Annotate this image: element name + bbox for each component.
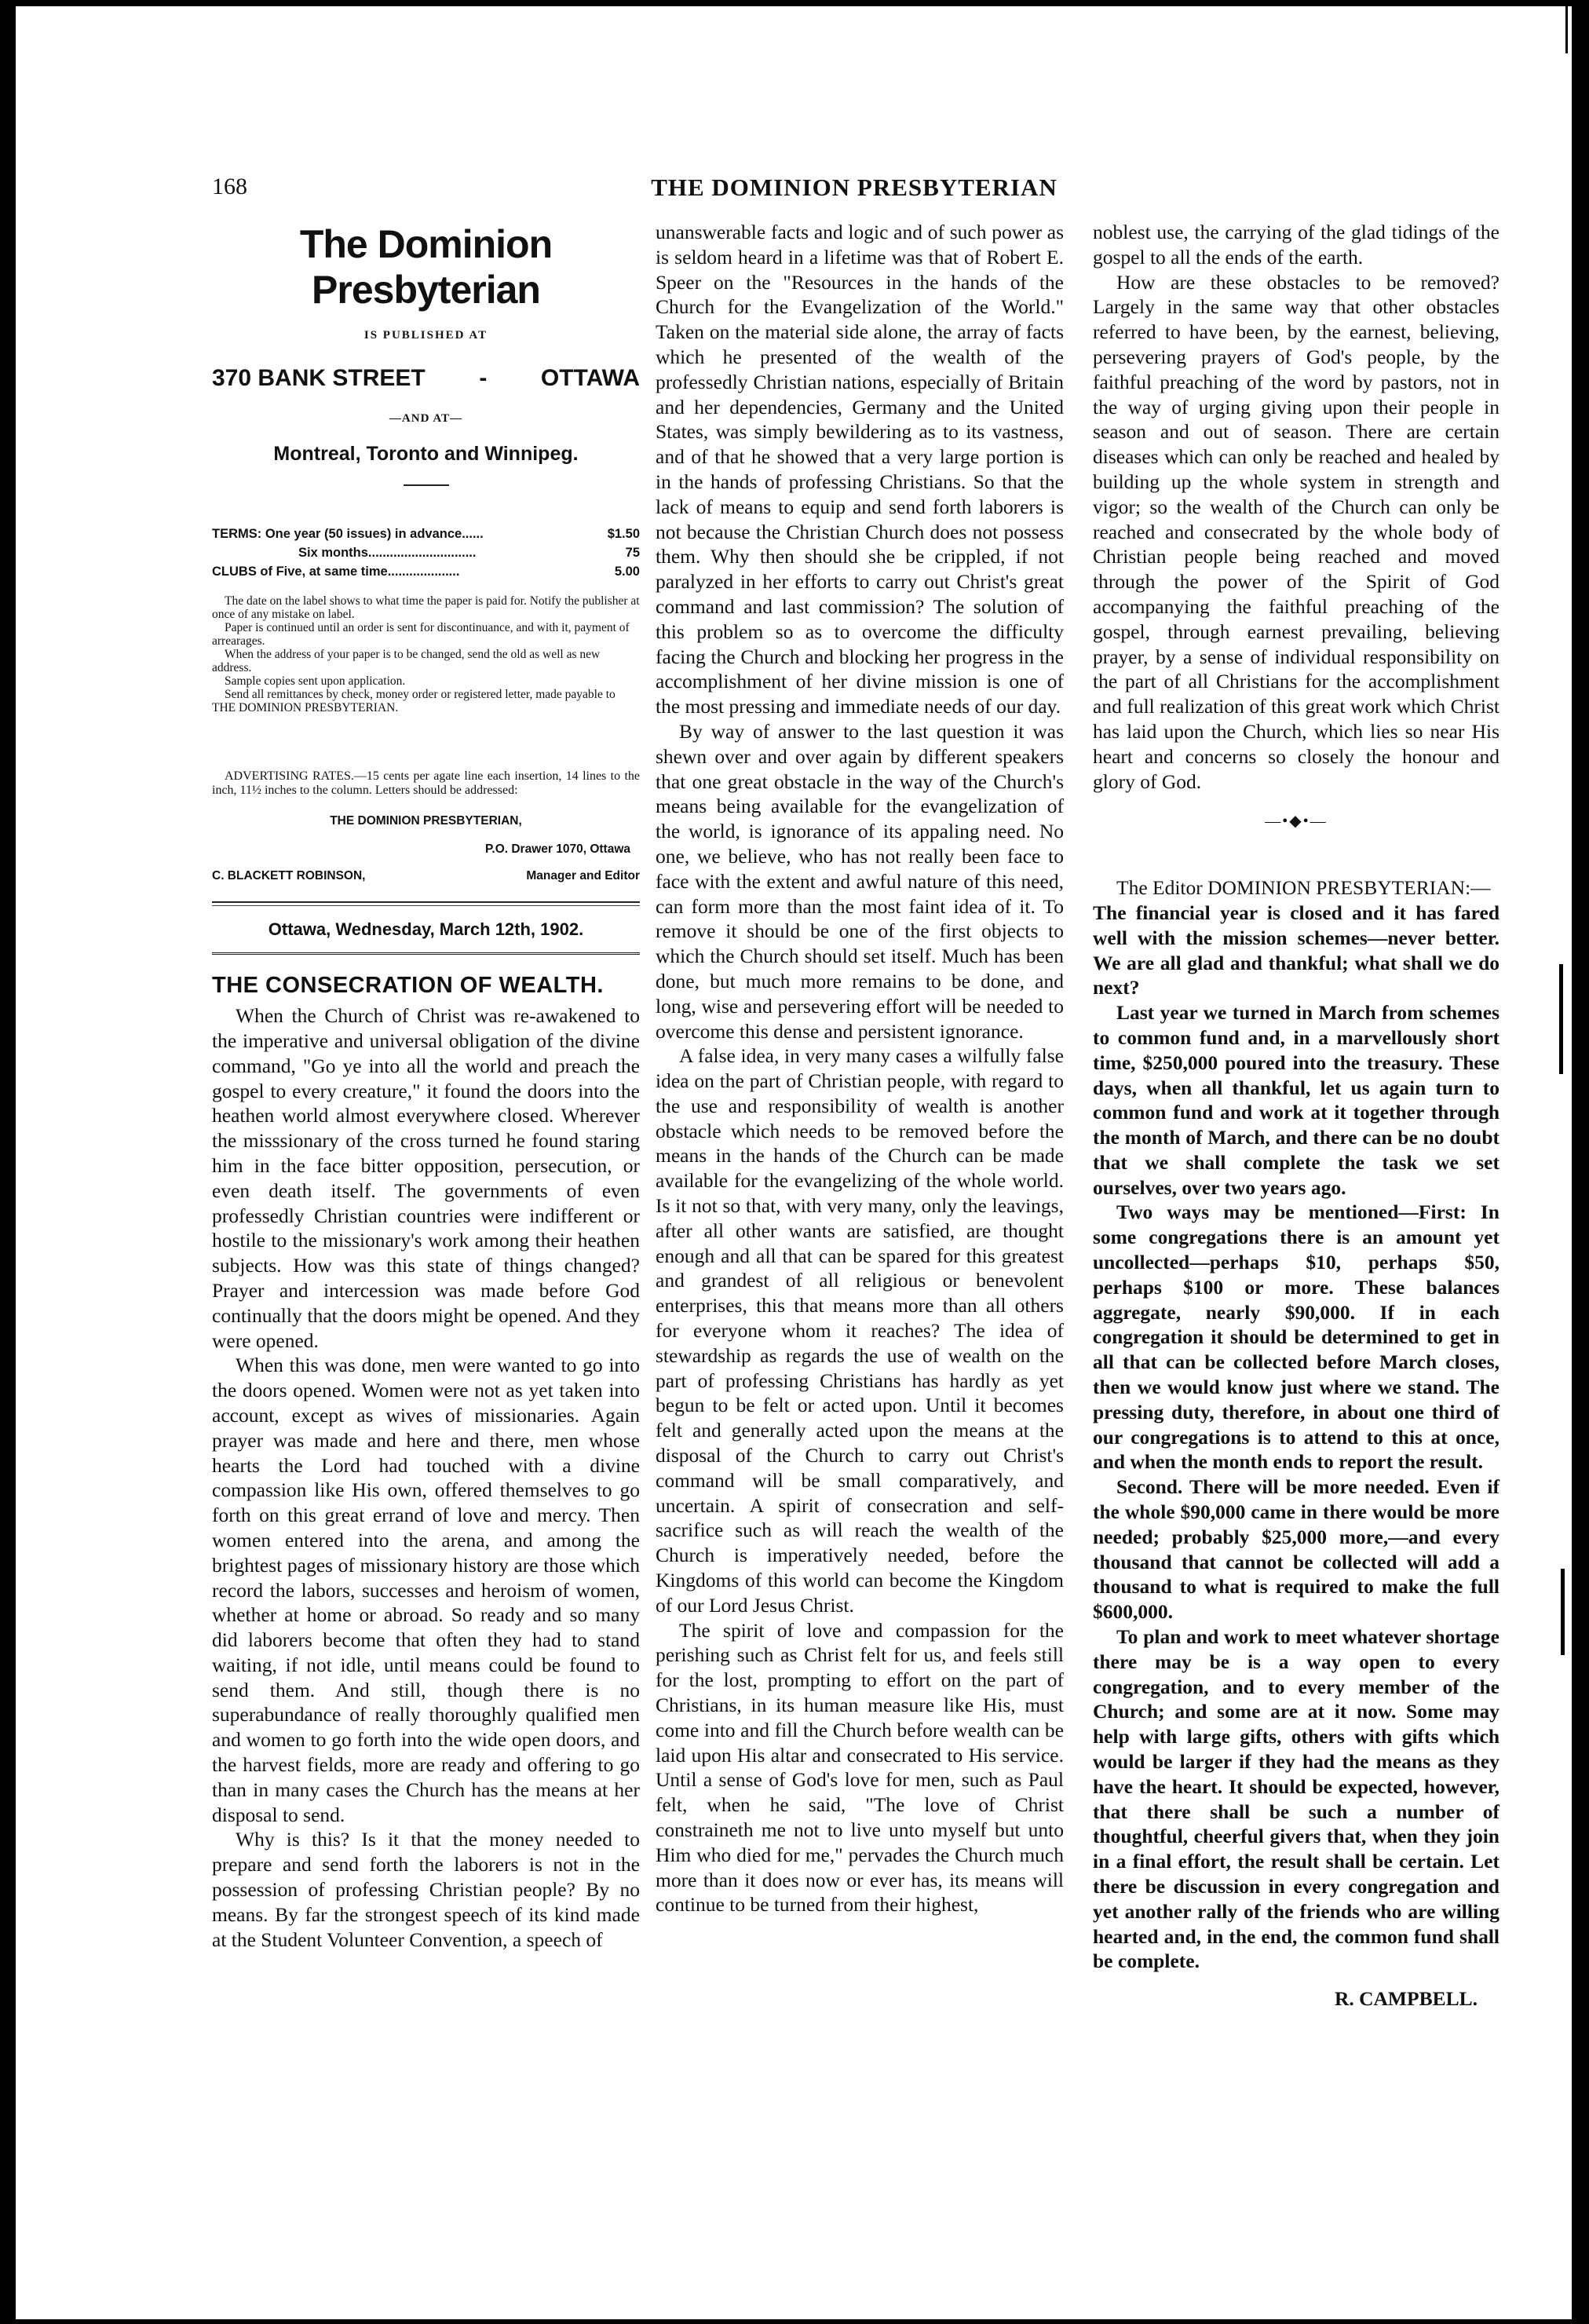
article-paragraph: How are these obstacles to be removed? Largely in the same way that other obstacles referred to have been, by the earnest, believing, persevering prayers of God's people, by the faithful preaching of the word by pastors, not in the way of urging giving upon their people in season and out of season. There are certain diseases which can only be reached and healed by building up the whole system in strength and vigor; so the wealth of the Church can only be reached and consecrated by the whole body of Christian people being reached and moved through the power of the Spirit of God accompanying the faithful preaching of the gospel, through earnest prevailing, believing prayer, by a sense of individual responsibility on the part of all Christians for the accomplishment and full realization of this great work which Christ has laid upon the Church, which lies so near His heart and concerns so closely the honour and glory of God. [1093,270,1500,793]
masthead-city: OTTAWA [540,364,640,391]
notice: Send all remittances by check, money order or registered letter, made payable to THE DOMINION PRESBYTERIAN. [212,688,616,715]
notice: Paper is continued until an order is sent for discontinuance, and with it, payment of arrearages. [212,621,630,649]
terms-row [212,525,640,544]
terms-row [212,563,640,582]
masthead-address [212,366,640,391]
letter-signature: R. CAMPBELL. [1334,1987,1478,2011]
advertising-rates: ADVERTISING RATES.—15 cents per agate line each insertion, 14 lines to the inch, 11½ inches to the column. Letters should be addressed: [212,769,640,798]
terms-price: 75 [625,546,640,561]
editor-line [212,864,640,889]
notice: Sample copies sent upon application. [225,674,406,689]
masthead-title: The Dominion Presbyterian [299,222,553,312]
column-2 [656,220,1064,1917]
letter-paragraph: Two ways may be mentioned—First: In some congregations there is an amount yet uncollected—perhaps $10, perhaps $50, perhaps $100 or more. These balances aggregate, nearly $90,000. If in each congregation it should be determined to get in all that can be collected before March closes, then we would know just where we stand. The pressing duty, therefore, in about one third of our congregations is to attend to this at once, and when the month ends to report the result. [1093,1200,1500,1474]
letter-address: The Editor DOMINION PRESBYTERIAN:— [1116,876,1491,900]
letter-paragraph: To plan and work to meet whatever shortage there may be is a way open to every congregation, and to every member of the Church; and some are at it now. Some may help with large gifts, others with gifts which would be larger if they had the means as they have the heart. It should be expected, however, that there shall be such a number of thoughtful, cheerful givers that, when they join in a final effort, the result shall be certain. Let there be discussion in every congregation and yet another rally of the friends who are willing hearted and, in the end, the common fund shall be complete. [1093,1625,1500,1973]
divider [212,901,640,903]
scan-mark [1565,6,1568,53]
publisher-block [212,809,640,888]
terms-row [212,544,640,563]
publisher-po-box: P.O. Drawer 1070, Ottawa [485,842,630,856]
terms-price: 5.00 [614,565,640,579]
publisher-name: THE DOMINION PRESBYTERIAN, [330,814,522,828]
letter-paragraph: Last year we turned in March from schemes to common fund and, in a marvellously short time, $250,000 poured into the treasury. These days, when all thankful, let us again turn to common fund and work at it together through the month of March, and there can be no doubt that we shall complete the task we set ourselves, over two years ago. [1093,1001,1500,1199]
article-paragraph: When this was done, men were wanted to go into the doors opened. Women were not as yet taken into account, except as wives of missionaries. Again prayer was made and here and there, men whose hearts the Lord had touched with a divine compassion like His own, offered themselves to go forth on this great errand of love and mercy. Then women entered into the arena, and among the brightest pages of missionary history are those which record the labors, successes and heroism of women, whether at home or abroad. So ready and so many did laborers become that often they had to stand waiting, if not idle, until means could be found to send them. And still, though there is no superabundance of really thoroughly qualified men and women to go forth into the wide open doors, and the harvest fields, more are ready and offering to go than in many cases the Church has the means at her disposal to send. [212,1354,640,1826]
masthead-cities: Montreal, Toronto and Winnipeg. [273,443,579,466]
scan-mark [1559,964,1563,1074]
masthead-dash: - [479,364,488,391]
running-header [212,174,1496,205]
masthead-street: 370 BANK STREET [212,364,426,391]
subscription-terms [212,525,640,582]
column-1 [212,220,640,1952]
terms-price: $1.50 [607,527,640,542]
section-ornament: —•◆•— [1265,813,1328,831]
terms-item: One year (50 issues) in advance...... [265,527,484,542]
article-paragraph: The spirit of love and compassion for the perishing such as Christ felt for us, and feels still for the lost, prompting to effort on the part of Christians, in its human measure like His, must come into and fill the Church before wealth can be laid upon His altar and consecrated to His service. Until a sense of God's love for men, such as Paul felt, when he said, "The love of Christ constraineth me not to live unto myself but unto Him who died for me," pervades the Church much more than it does now or ever has, its means will continue to be turned from their highest, [656,1618,1064,1917]
dateline: Ottawa, Wednesday, March 12th, 1902. [268,919,584,939]
terms-item: CLUBS of Five, at same time.................... [212,565,460,579]
masthead-and-at: —AND AT— [389,411,463,425]
article-paragraph: Why is this? Is it that the money needed to prepare and send forth the laborers is not in the possession of professing Christian people? By no means. By far the strongest speech of its kind made at the Student Volunteer Convention, a speech of [212,1828,640,1951]
article-paragraph: A false idea, in very many cases a wilfully false idea on the part of Christian people, with regard to the use and responsibility of wealth is another obstacle which needs to be removed before the means in the hands of the Church can be made available for the evangelizing of the whole world. Is it not so that, with very many, only the leavings, after all other wants are satisfied, are thought enough and all that can be spared for this greatest and grandest of all religious or benevolent enterprises, this that means more than all others for everyone whom it reaches? The idea of stewardship as regards the use of wealth on the part of professing Christians has hardly as yet begun to be felt or acted upon. Until it becomes felt and generally acted upon the means at the disposal of the Church to carry out Christ's command will be small comparatively, and uncertain. A spirit of consecration and self-sacrifice such as will reach the wealth of the Church is imperatively needed, before the Kingdoms of this world can become the Kingdom of our Lord Jesus Christ. [656,1044,1064,1617]
letter-paragraph: The financial year is closed and it has fared well with the mission schemes—never better. We are all glad and thankful; what shall we do next? [1093,901,1500,999]
scan-mark [1561,1569,1565,1655]
terms-item: Six months.............................. [298,546,477,561]
newspaper-page [16,6,1572,2319]
editor-name: C. BLACKETT ROBINSON, [212,868,366,882]
masthead-published-at: IS PUBLISHED AT [363,329,488,342]
article-paragraph: unanswerable facts and logic and of such power as is seldom heard in a lifetime was that of Robert E. Speer on the "Resources in the hands of the Church for the Evangelization of the World." Taken on the material side alone, the array of facts which he presented of the wealth of the professedly Christian nations, especially of Britain and her dependencies, Germany and the United States, was simply bewildering as to its vastness, and of that he showed that a very large portion is in the hands of professing Christians. So that the lack of means to equip and send forth laborers is not because the Christian Church does not possess them. Why then should she be crippled, if not paralyzed in her efforts to carry out Christ's great command and last commission? The solution of this problem so as to overcome the difficulty facing the Church and blocking her progress in the accomplishment of her divine mission is one of the most pressing and immediate needs of our day. [656,221,1064,718]
masthead-rule [404,484,449,486]
divider [212,905,640,906]
article-paragraph: noblest use, the carrying of the glad tidings of the gospel to all the ends of the earth. [1093,221,1500,269]
divider [212,952,640,955]
running-title: THE DOMINION PRESBYTERIAN [651,174,1058,201]
notice: The date on the label shows to what time the paper is paid for. Notify the publisher at once of any mistake on label. [212,594,640,622]
notice: When the address of your paper is to be changed, send the old as well as new address. [212,648,601,675]
page-number: 168 [212,174,247,199]
subscription-notices [212,594,640,714]
letter-paragraph: Second. There will be more needed. Even if the whole $90,000 came in there would be more needed; probably $25,000 more,—and every thousand that cannot be collected will add a thousand to what is required to make the full $600,000. [1093,1475,1500,1624]
editor-role: Manager and Editor [526,868,640,882]
article-title: THE CONSECRATION OF WEALTH. [212,973,604,999]
article-paragraph: By way of answer to the last question it was shewn over and over again by different speakers that one great obstacle in the way of the Church's means being available for the evangelization of the world, is ignorance of its appaling need. No one, we believe, who has not really been face to face with the extent and awful nature of this need, can form more than the most faint idea of it. To remove it should be one of the first objects to which the Church should set itself. Much has been done, but much more remains to be done, and long, wise and persevering effort will be needed to overcome this dense and persistent ignorance. [656,719,1064,1043]
terms-label: TERMS: [212,527,262,542]
column-3 [1093,220,1500,2012]
article-paragraph: When the Church of Christ was re-awakened to the imperative and universal obligation of the divine command, "Go ye into all the world and preach the gospel to every creature," it found the doors into the heathen world almost everywhere closed. Wherever the misssionary of the cross turned he found staring him in the face bitter opposition, persecution, or even death itself. The governments of even professedly Christian countries were indifferent or hostile to the missionary's work among their heathen subjects. How was this state of things changed? Prayer and intercession was made before God continually that the doors might be opened. And they were opened. [212,1004,640,1352]
